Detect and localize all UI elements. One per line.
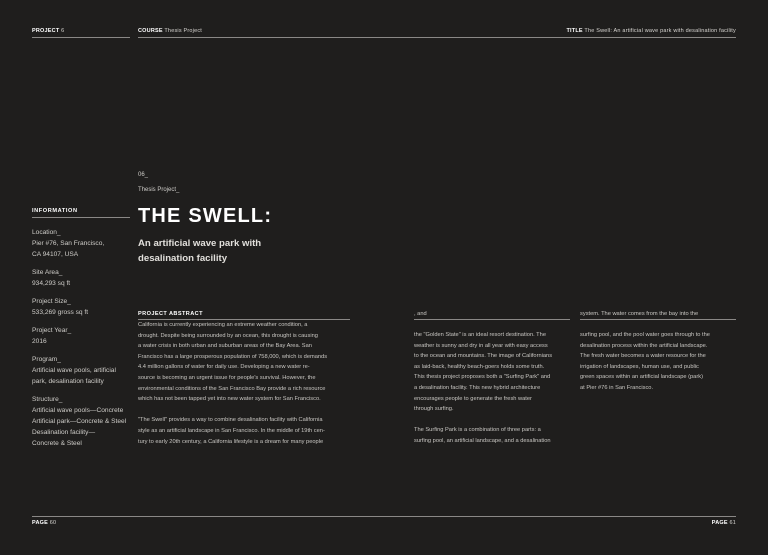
abstract-line: desalination process within the artificial landscape. (580, 342, 708, 349)
abstract-line: which has not been tapped yet into new water system for San Francisco. (138, 396, 321, 403)
info-line: 2016 (32, 338, 47, 345)
abstract-line: , and (414, 311, 427, 317)
info-gap (32, 260, 126, 267)
abstract-line: a desalination facility. This new hybrid architecture (414, 384, 541, 391)
info-line: Site Area_ (32, 269, 63, 276)
column-2-rule (414, 319, 570, 320)
info-line: Structure_ (32, 396, 63, 403)
info-line: CA 94107, USA (32, 251, 79, 258)
abstract-column-3 (580, 330, 710, 394)
page-subtitle (138, 236, 261, 266)
info-line: Project Size_ (32, 298, 71, 305)
abstract-line: encourages people to generate the fresh water (414, 395, 532, 402)
abstract-line: This thesis project proposes both a "Surfing Park" and (414, 374, 551, 381)
footer-rule (32, 516, 736, 517)
header-rule-right (138, 37, 736, 38)
info-gap (32, 387, 126, 394)
abstract-line: at Pier #76 in San Francisco. (580, 384, 654, 391)
footer-page-right: PAGE 61 (711, 520, 736, 526)
subtitle-line: desalination facility (138, 253, 228, 264)
abstract-line: the "Golden State" is an ideal resort destination. The (414, 332, 546, 338)
abstract-line: "The Swell" provides a way to combine desalination facility with California (138, 417, 323, 424)
info-line: Desalination facility— (32, 429, 96, 436)
info-line: Artificial park—Concrete & Steel (32, 418, 127, 425)
header-project: PROJECT 6 (32, 28, 65, 34)
abstract-line: California is currently experiencing an extreme weather condition, a (138, 322, 308, 328)
page-title: THE SWELL: (138, 205, 273, 227)
abstract-line: surfing pool, an artificial landscape, and a desalination (414, 437, 551, 444)
abstract-line: to the ocean and mountains. The image of Californians (414, 353, 553, 360)
abstract-line: 4.4 million gallons of water for daily use. Developing a new water re- (138, 364, 310, 371)
abstract-line: through surfing. (414, 406, 454, 413)
info-line: Project Year_ (32, 327, 72, 334)
info-gap (32, 289, 126, 296)
information-rule (32, 217, 130, 218)
header-rule-left (32, 37, 130, 38)
abstract-line: weather is sunny and dry in all year with easy access (414, 342, 548, 349)
abstract-heading: PROJECT ABSTRACT (138, 311, 203, 317)
info-line: park, desalination facility (32, 378, 104, 385)
paragraph-gap (414, 415, 552, 426)
info-gap (32, 347, 126, 354)
abstract-column-3-top (580, 309, 698, 320)
paragraph-gap (138, 405, 327, 416)
information-list (32, 227, 126, 449)
abstract-column-1 (138, 320, 327, 447)
header-title: TITLE The Swell: An artificial wave park with desalination facility (566, 28, 736, 34)
abstract-line: surfing pool, and the pool water goes through to the (580, 332, 710, 338)
information-heading: INFORMATION (32, 208, 78, 214)
abstract-line: drought. Despite being surrounded by an ocean, this drought is causing (138, 332, 318, 339)
abstract-line: as laid-back, healthy beach-goers holds some truth. (414, 363, 545, 370)
abstract-column-2 (414, 330, 552, 447)
abstract-line: The fresh water becomes a water resource for the (580, 353, 706, 360)
abstract-column-2-top (414, 309, 427, 320)
section-name: Thesis Project_ (138, 187, 180, 193)
header-course: COURSE Thesis Project (138, 28, 203, 34)
info-line: Pier #76, San Francisco, (32, 240, 105, 247)
info-line: Artificial wave pools—Concrete (32, 407, 124, 414)
info-line: Program_ (32, 356, 61, 363)
info-line: Concrete & Steel (32, 440, 82, 447)
abstract-line: green spaces within an artificial landscape (park) (580, 374, 703, 381)
section-number: 06_ (138, 172, 149, 178)
footer-page-left: PAGE 60 (32, 520, 57, 526)
abstract-line: tury to early 20th century, a California lifestyle is a dream for many people (138, 438, 324, 445)
abstract-line: irrigation of landscapes, human use, and public (580, 363, 699, 370)
abstract-line: Francisco has a large prosperous population of 758,000, which is demands (138, 353, 328, 360)
abstract-line: style as an artificial landscape in San Francisco. In the middle of 19th cen- (138, 427, 325, 434)
info-line: Artificial wave pools, artificial (32, 367, 116, 374)
column-3-rule (580, 319, 736, 320)
abstract-line: source is becoming an urgent issue for people's survival. However, the (138, 374, 316, 381)
abstract-line: environmental conditions of the San Francisco Bay provide a rich resource (138, 385, 326, 392)
info-line: 533,269 gross sq ft (32, 309, 89, 316)
info-line: 934,293 sq ft (32, 280, 71, 287)
subtitle-line: An artificial wave park with (138, 238, 262, 249)
info-gap (32, 318, 126, 325)
abstract-line: a water crisis in both urban and suburban areas of the Bay Area. San (138, 343, 312, 350)
abstract-line: The Surfing Park is a combination of three parts: a (414, 427, 541, 434)
info-line: Location_ (32, 229, 61, 236)
abstract-line: system. The water comes from the bay into the (580, 311, 699, 317)
